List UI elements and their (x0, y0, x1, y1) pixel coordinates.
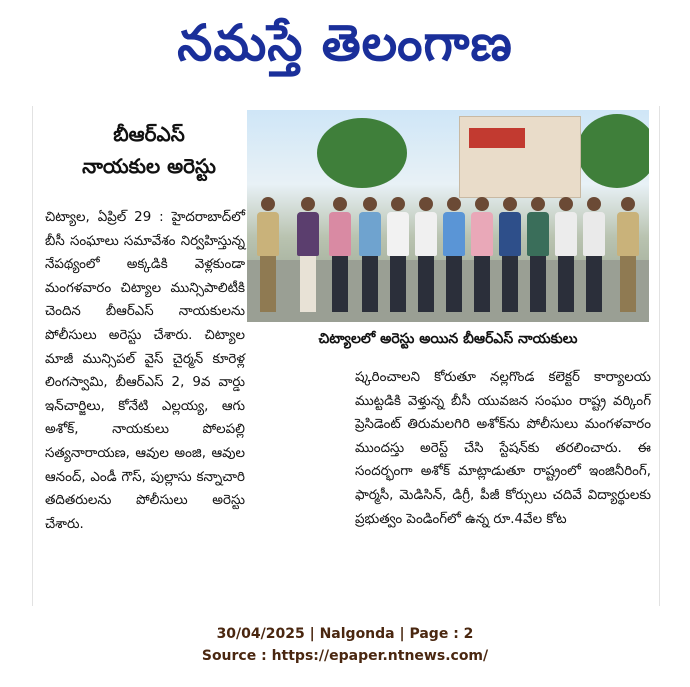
photo-person (617, 197, 639, 312)
article-body-left: చిట్యాల, ఏప్రిల్ 29 : హైదరాబాద్‌లో బీసీ సంఘాలు సమావేశం నిర్వహిస్తున్న నేపథ్యంలో అక్కడికి వెళ్లకుండా మంగళవారం చిట్యాల మున్సిపాలిటీకి చెందిన బీఆర్‌ఎస్ నాయకులను పోలీసులు అరెస్టు చేశారు. చిట్యాల మాజీ మున్సిపల్ వైస్ చైర్మన్ కూరెళ్ల లింగస్వామి, బీఆర్‌ఎస్ 2, 9వ వార్డు ఇన్‌చార్జిలు, కోనేటి ఎల్లయ్య, ఆగు అశోక్, నాయకులు పోలపల్లి సత్యనారాయణ, ఆవుల అంజి, ఆవుల ఆనంద్, ఎండీ గౌస్, పుల్లాసు కన్నాచారి తదితరులను పోలీసులు అరెస్టు చేశారు. (45, 210, 245, 532)
article-body-right: ష్కరించాలని కోరుతూ నల్లగొండ కలెక్టర్ కార్యాలయ ముట్టడికి వెళ్తున్న బీసీ యువజన సంఘం రాష్ట్ర వర్కింగ్ ప్రెసిడెంట్ తిరుమలగిరి అశోక్‌ను పోలీసులు మంగళవారం ముందస్తు అరెస్ట్ చేసి స్టేషన్‌కు తరలించారు. ఈ సందర్భంగా అశోక్ మాట్లాడుతూ రాష్ట్రంలో ఇంజినీరింగ్, ఫార్మసీ, మెడిసిన్, డిగ్రీ, పీజీ కోర్సులు చదివే విద్యార్థులకు ప్రభుత్వం పెండింగ్‌లో ఉన్న రూ.4వేల కోట (355, 370, 651, 527)
masthead (0, 0, 690, 92)
photo-caption: చిట్యాలలో అరెస్టు అయిన బీఆర్‌ఎస్ నాయకులు (247, 322, 649, 356)
edition-info: 30/04/2025 | Nalgonda | Page : 2 (216, 626, 474, 642)
article-column-right (355, 366, 651, 531)
newspaper-logo: నమస్తే తెలంగాణ (177, 14, 513, 72)
photo-person (555, 197, 577, 312)
photo-person (359, 197, 381, 312)
source-link[interactable]: Source : https://epaper.ntnews.com/ (201, 648, 489, 664)
photo-person (471, 197, 493, 312)
photo-person (387, 197, 409, 312)
headline-line-1: బీఆర్‌ఎస్ (113, 122, 185, 146)
headline-line-2: నాయకుల అరెస్టు (82, 154, 216, 178)
photo-person (257, 197, 279, 312)
photo-person (297, 197, 319, 312)
photo-person (499, 197, 521, 312)
article-column-left (45, 206, 245, 536)
photo-tree (577, 114, 649, 188)
photo-sign (469, 128, 525, 148)
article-photo (247, 110, 649, 322)
photo-person (329, 197, 351, 312)
page-footer (0, 623, 690, 667)
photo-tree (317, 118, 407, 188)
photo-person (583, 197, 605, 312)
photo-person (443, 197, 465, 312)
article-clipping (32, 106, 660, 606)
article-headline (43, 118, 255, 182)
photo-person (415, 197, 437, 312)
photo-person (527, 197, 549, 312)
